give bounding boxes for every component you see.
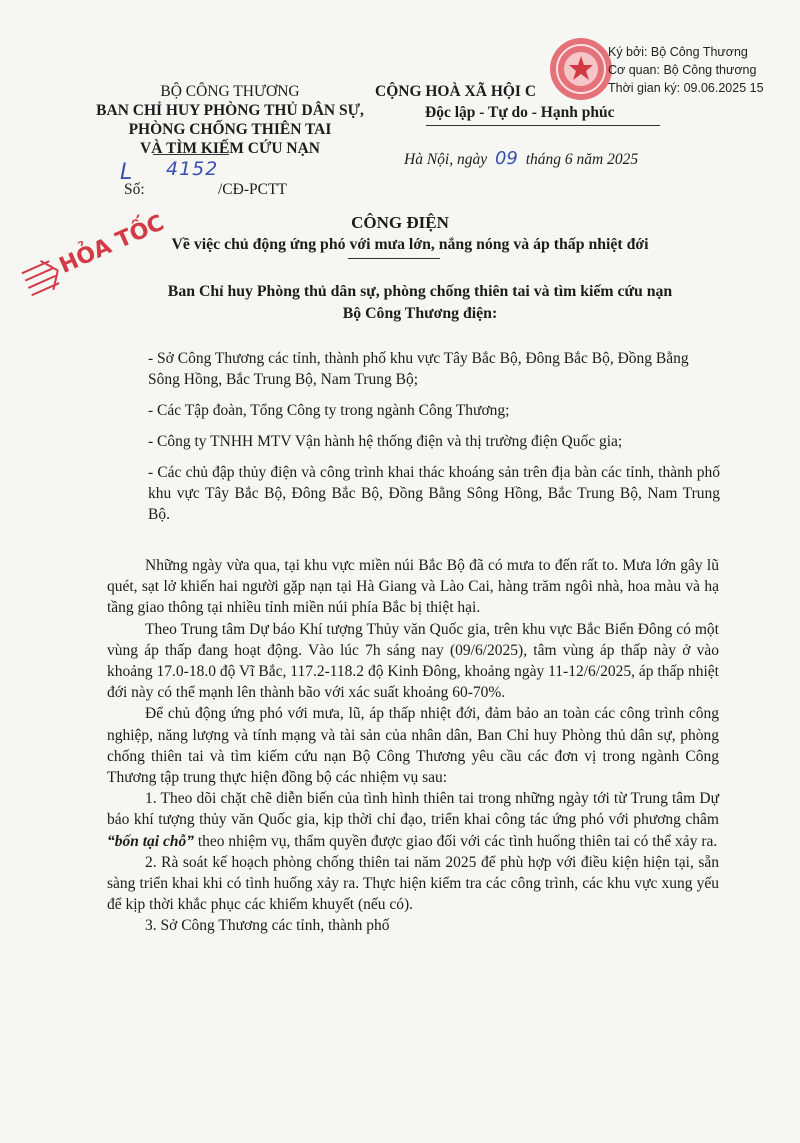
- body-paragraph-5: 2. Rà soát kế hoạch phòng chống thiên tai năm 2025 để phù hợp với điều kiện hiện tại, sẵn sàng triển khai khi có tình huống xảy ra. Thực hiện kiểm tra các công trình, các khu vực xung yếu để kịp thời khắc phục các khiếm khuyết (nếu có).: [107, 853, 719, 914]
- committee-name-line-3: VÀ TÌM KIẾM CỨU NẠN: [140, 140, 320, 157]
- digital-signature-agency: Cơ quan: Bộ Công thương: [608, 63, 757, 77]
- bon-tai-cho-emphasis: “bốn tại chỗ”: [107, 832, 194, 850]
- committee-name-line-1: BAN CHỈ HUY PHÒNG THỦ DÂN SỰ,: [96, 102, 364, 119]
- recipient-list: [148, 348, 720, 525]
- document-body: [107, 555, 719, 937]
- recipient-item: - Các chủ đập thủy điện và công trình khai thác khoáng sản trên địa bàn các tỉnh, thành phố khu vực Tây Bắc Bộ, Đông Bắc Bộ, Đồng Bằng Sông Hồng, Bắc Trung Bộ, Nam Trung Bộ.: [148, 464, 720, 523]
- issue-date-prefix: Hà Nội, ngày: [404, 151, 488, 168]
- subject-underline: [348, 258, 440, 259]
- document-number-suffix: /CĐ-PCTT: [218, 181, 287, 198]
- national-emblem-seal: [548, 36, 614, 102]
- digital-signature-signer: Ký bởi: Bộ Công Thương: [608, 45, 748, 59]
- issue-date-suffix: tháng 6 năm 2025: [525, 151, 639, 168]
- body-paragraph-4: [107, 788, 719, 852]
- body-paragraph-4-start: 1. Theo dõi chặt chẽ diễn biến của tình hình thiên tai trong những ngày tới từ Trung tâm Dự báo khí tượng thủy văn Quốc gia, kịp thời chỉ đạo, triển khai công tác ứng phó với phương châm: [107, 790, 719, 829]
- urgent-stamp-text: HỎA TỐC: [55, 210, 168, 279]
- body-paragraph-3: Để chủ động ứng phó với mưa, lũ, áp thấp nhiệt đới, đảm bảo an toàn các công trình công nghiệp, năng lượng và tính mạng và tài sản của nhân dân, Ban Chỉ huy Phòng thủ dân sự, phòng chống thiên tai và tìm kiếm cứu nạn Bộ Công Thương yêu cầu các đơn vị trong ngành Công Thương tập trung thực hiện đồng bộ các nhiệm vụ sau:: [107, 705, 719, 787]
- sender-line-2: Bộ Công Thương điện:: [342, 305, 498, 322]
- motto-underline: [426, 125, 660, 126]
- document-subject: Về việc chủ động ứng phó với mưa lớn, nắng nóng và áp thấp nhiệt đới: [171, 236, 649, 253]
- body-paragraph-4-end: theo nhiệm vụ, thẩm quyền được giao đối với các tình huống thiên tai có thể xảy ra.: [193, 832, 718, 850]
- committee-name-line-2: PHÒNG CHỐNG THIÊN TAI: [128, 121, 332, 138]
- handwritten-mark-icon: L: [120, 160, 133, 185]
- body-paragraph-2: Theo Trung tâm Dự báo Khí tượng Thủy văn Quốc gia, trên khu vực Bắc Biển Đông có một vùng áp thấp đang hoạt động. Vào lúc 7h sáng nay (09/6/2025), tâm vùng áp thấp này ở vào khoảng 17.0-18.0 độ Vĩ Bắc, 117.2-118.2 độ Kinh Đông, khoảng ngày 11-12/6/2025, áp thấp nhiệt đới này có thể mạnh lên thành bão với xác suất khoảng 60-70%.: [107, 620, 719, 702]
- ministry-name: BỘ CÔNG THƯƠNG: [160, 83, 300, 100]
- national-motto: Độc lập - Tự do - Hạnh phúc: [425, 104, 615, 121]
- document-type-title: CÔNG ĐIỆN: [351, 213, 449, 232]
- issuing-agency-block: [80, 82, 380, 158]
- recipient-item: - Sở Công Thương các tỉnh, thành phố khu vực Tây Bắc Bộ, Đông Bắc Bộ, Đồng Bằng Sông Hồng, Bắc Trung Bộ, Nam Trung Bộ;: [148, 350, 689, 388]
- issue-date: [404, 148, 638, 169]
- document-number-handwritten: 4152: [166, 158, 219, 180]
- national-title: CỘNG HOÀ XÃ HỘI C: [375, 83, 537, 100]
- recipient-item: - Các Tập đoàn, Tổng Công ty trong ngành Công Thương;: [148, 402, 510, 419]
- sender-line-1: Ban Chỉ huy Phòng thủ dân sự, phòng chống thiên tai và tìm kiếm cứu nạn: [167, 283, 673, 300]
- body-paragraph-6: 3. Sở Công Thương các tỉnh, thành phố: [145, 917, 390, 935]
- body-paragraph-1: Những ngày vừa qua, tại khu vực miền núi Bắc Bộ đã có mưa to đến rất to. Mưa lớn gây lũ quét, sạt lở khiến hai người gặp nạn tại Hà Giang và Lào Cai, hàng trăm ngôi nhà, hoa màu và hạ tầng giao thông tại nhiều tỉnh miền núi phía Bắc bị thiệt hại.: [107, 557, 719, 617]
- recipient-item: - Công ty TNHH MTV Vận hành hệ thống điện và thị trường điện Quốc gia;: [148, 433, 623, 450]
- digital-signature-time: Thời gian ký: 09.06.2025 15: [608, 81, 764, 95]
- issue-date-day: 09: [494, 148, 518, 169]
- document-number-label: Số:: [124, 181, 145, 198]
- agency-underline: [153, 154, 229, 155]
